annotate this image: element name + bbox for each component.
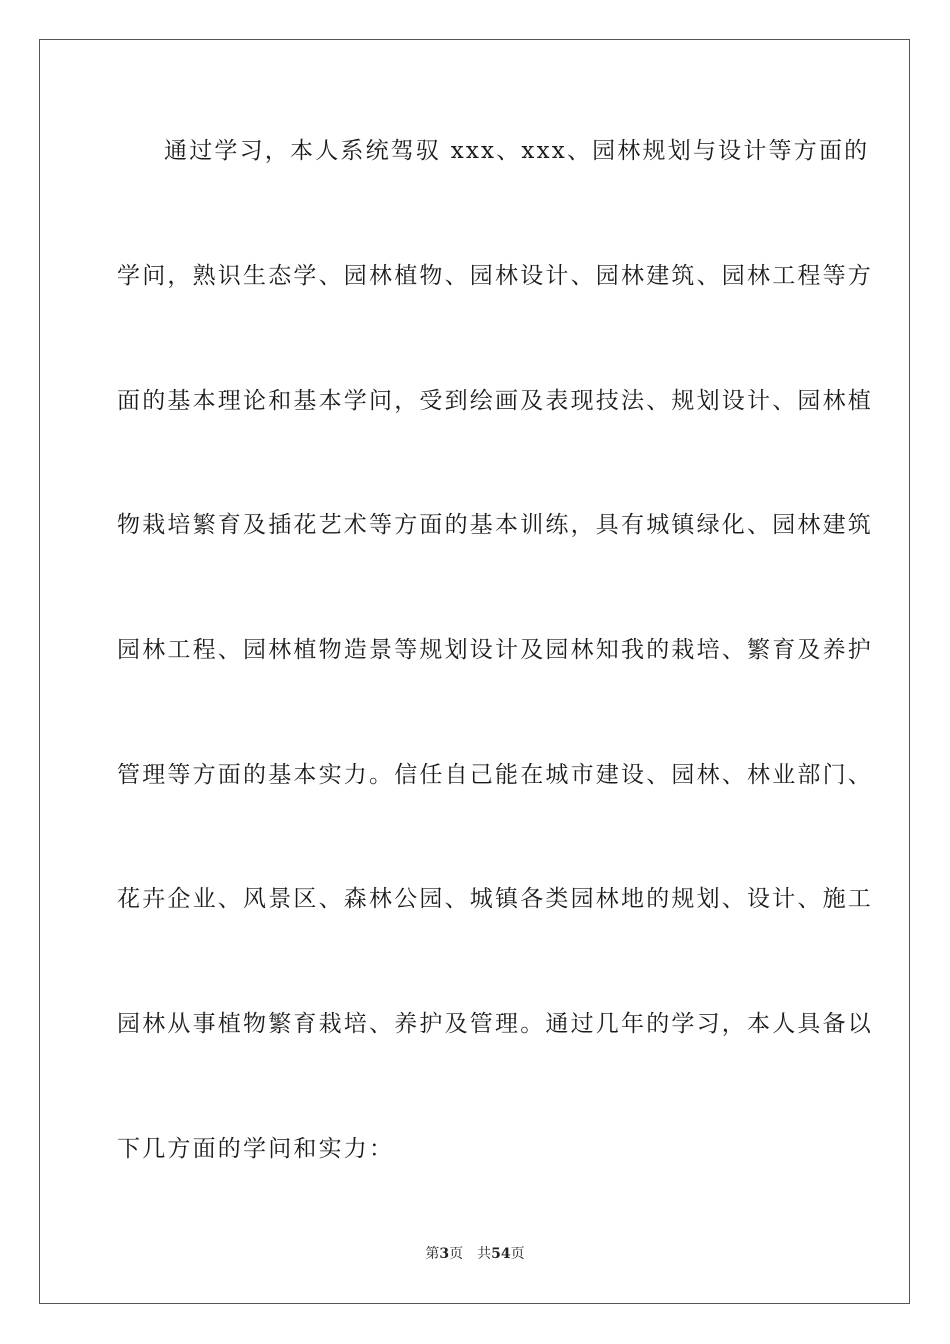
page-footer (0, 1244, 950, 1264)
page-border (39, 39, 910, 1304)
paragraph-line-8: 园林从事植物繁育栽培、养护及管理。通过几年的学习，本人具备以 (117, 1011, 873, 1037)
paragraph-line-4: 物栽培繁育及插花艺术等方面的基本训练，具有城镇绿化、园林建筑 (117, 512, 873, 538)
paragraph-line-7: 花卉企业、风景区、森林公园、城镇各类园林地的规划、设计、施工 (117, 886, 873, 912)
total-pages: 54 (491, 1246, 511, 1262)
paragraph-line-9: 下几方面的学问和实力： (117, 1136, 395, 1162)
paragraph-line-2: 学问，熟识生态学、园林植物、园林设计、园林建筑、园林工程等方 (117, 263, 873, 289)
paragraph-line-6: 管理等方面的基本实力。信任自己能在城市建设、园林、林业部门、 (117, 762, 873, 788)
paragraph-line-5: 园林工程、园林植物造景等规划设计及园林知我的栽培、繁育及养护 (117, 637, 873, 663)
paragraph-line-1: 通过学习，本人系统驾驭 xxx、xxx、园林规划与设计等方面的 (164, 138, 870, 164)
total-suffix: 页 (510, 1246, 525, 1262)
page-suffix: 页 (449, 1246, 464, 1262)
page-prefix: 第 (425, 1246, 440, 1262)
paragraph-line-3: 面的基本理论和基本学问，受到绘画及表现技法、规划设计、园林植 (117, 388, 873, 414)
page-number: 3 (439, 1246, 450, 1262)
total-prefix: 共 (477, 1246, 492, 1262)
